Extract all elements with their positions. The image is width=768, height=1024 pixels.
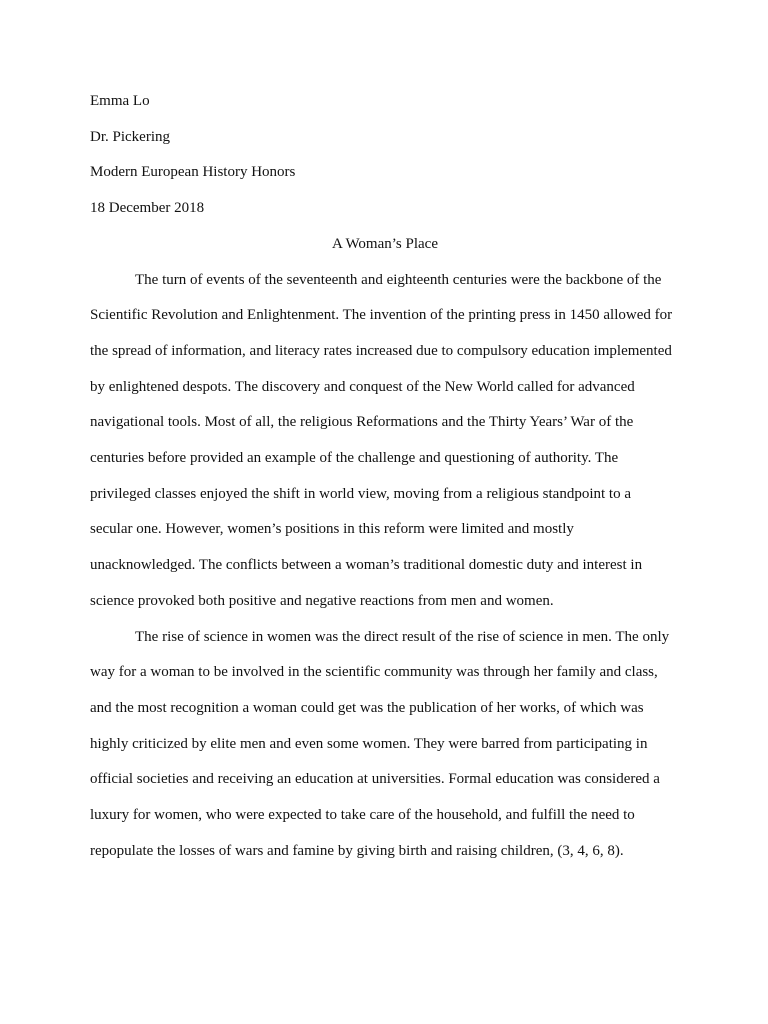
- paragraph-line: science provoked both positive and negative reactions from men and women.: [90, 592, 554, 609]
- paragraph-line: and the most recognition a woman could get was the publication of her works, of which was: [90, 699, 644, 716]
- paragraph-line: secular one. However, women’s positions in this reform were limited and mostly: [90, 521, 574, 538]
- paragraph-line: The turn of events of the seventeenth and eighteenth centuries were the backbone of the: [135, 271, 662, 288]
- instructor-name: Dr. Pickering: [90, 128, 170, 145]
- paragraph-line: highly criticized by elite men and even some women. They were barred from participating in: [90, 735, 648, 752]
- document-date: 18 December 2018: [90, 200, 205, 217]
- paragraph-line: Scientific Revolution and Enlightenment. The invention of the printing press in 1450 allowed for: [90, 307, 673, 324]
- paragraph-line: navigational tools. Most of all, the religious Reformations and the Thirty Years’ War of the: [90, 414, 634, 431]
- paragraph-line: luxury for women, who were expected to take care of the household, and fulfill the need to: [90, 807, 635, 824]
- paragraph-2: [90, 620, 680, 870]
- paragraph-line: by enlightened despots. The discovery and conquest of the New World called for advanced: [90, 378, 635, 395]
- author-name: Emma Lo: [90, 93, 150, 109]
- paragraph-line: official societies and receiving an education at universities. Formal education was considered a: [90, 771, 660, 788]
- course-name: Modern European History Honors: [90, 164, 296, 181]
- paragraph-line: unacknowledged. The conflicts between a woman’s traditional domestic duty and interest in: [90, 557, 643, 574]
- paragraph-line: repopulate the losses of wars and famine by giving birth and raising children, (3, 4, 6, 8).: [90, 842, 624, 859]
- paragraph-1: [90, 263, 680, 620]
- paragraph-line: privileged classes enjoyed the shift in world view, moving from a religious standpoint to a: [90, 485, 632, 502]
- essay-title: A Woman’s Place: [331, 235, 438, 252]
- paragraph-line: centuries before provided an example of the challenge and questioning of authority. The: [90, 450, 619, 467]
- paragraph-line: The rise of science in women was the direct result of the rise of science in men. The only: [135, 628, 670, 645]
- paragraph-line: the spread of information, and literacy rates increased due to compulsory education implemented: [90, 342, 672, 359]
- document-body: [90, 84, 680, 869]
- paragraph-line: way for a woman to be involved in the scientific community was through her family and class,: [90, 664, 658, 681]
